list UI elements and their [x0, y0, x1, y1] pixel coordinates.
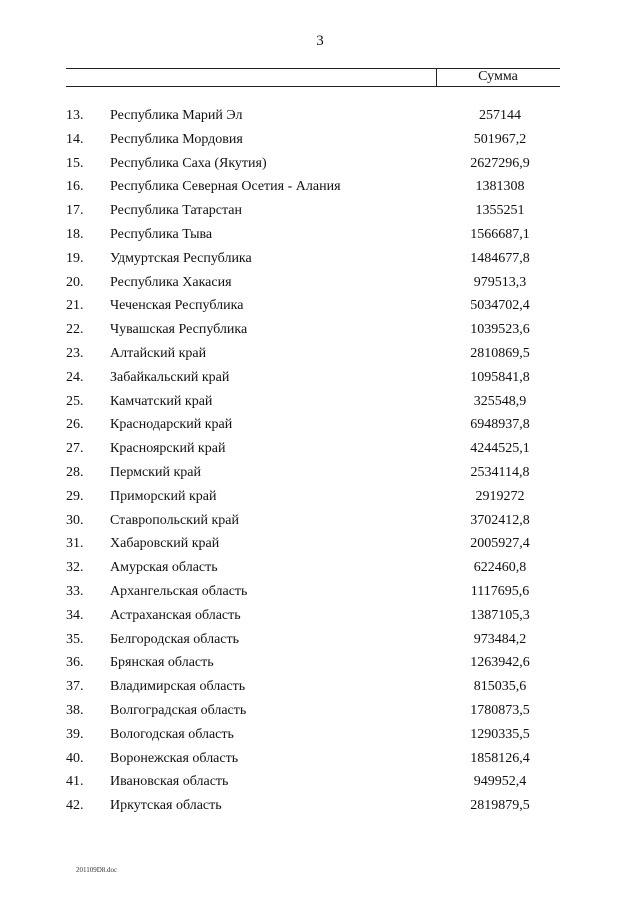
table-row	[0, 175, 640, 199]
row-number: 22.	[66, 322, 84, 338]
row-number: 16.	[66, 179, 84, 195]
row-number: 41.	[66, 774, 84, 790]
region-sum: 1117695,6	[470, 583, 530, 599]
table-row	[0, 199, 640, 223]
row-number: 23.	[66, 345, 84, 361]
table-row	[0, 532, 640, 556]
table-row	[0, 747, 640, 771]
table-row	[0, 556, 640, 580]
region-name: Краснодарский край	[110, 417, 233, 433]
table-row	[0, 390, 640, 414]
region-name: Пермский край	[110, 464, 201, 480]
row-number: 40.	[66, 750, 84, 766]
row-number: 18.	[66, 226, 84, 242]
row-number: 28.	[66, 464, 84, 480]
row-number: 33.	[66, 583, 84, 599]
table-row	[0, 318, 640, 342]
row-number: 21.	[66, 298, 84, 314]
region-name: Республика Хакасия	[110, 274, 232, 290]
region-name: Приморский край	[110, 488, 217, 504]
region-sum: 1484677,8	[470, 250, 530, 266]
row-number: 34.	[66, 607, 84, 623]
table-row	[0, 413, 640, 437]
region-name: Камчатский край	[110, 393, 213, 409]
table-row	[0, 485, 640, 509]
row-number: 13.	[66, 108, 84, 123]
header-rule-left	[66, 68, 436, 69]
region-name: Республика Татарстан	[110, 203, 243, 219]
table-row	[0, 675, 640, 699]
table-row	[0, 128, 640, 152]
region-sum: 257144	[479, 108, 521, 123]
table-row	[0, 723, 640, 747]
table-header	[66, 66, 560, 90]
table-row	[0, 247, 640, 271]
region-sum: 501967,2	[473, 131, 527, 147]
region-sum: 1780873,5	[470, 702, 530, 718]
table-row	[0, 580, 640, 604]
region-sum: 1566687,1	[470, 226, 530, 242]
region-name: Республика Саха (Якутия)	[110, 155, 267, 171]
region-sum: 622460,8	[473, 560, 527, 576]
table-row	[0, 509, 640, 533]
region-name: Забайкальский край	[110, 369, 230, 385]
row-number: 27.	[66, 441, 84, 457]
table-row	[0, 294, 640, 318]
region-name: Волгоградская область	[110, 702, 247, 718]
region-name: Брянская область	[110, 655, 214, 671]
region-sum: 1858126,4	[470, 750, 530, 766]
table-row	[0, 770, 640, 794]
region-sum: 1355251	[475, 203, 525, 219]
region-name: Астраханская область	[110, 607, 241, 623]
region-name: Хабаровский край	[110, 536, 220, 552]
region-sum: 3702412,8	[470, 512, 530, 528]
region-sum: 2919272	[475, 488, 525, 504]
table-row	[0, 437, 640, 461]
region-name: Иркутская область	[110, 798, 222, 814]
region-sum: 1381308	[475, 179, 525, 195]
region-name: Республика Тыва	[110, 226, 213, 242]
table-row	[0, 366, 640, 390]
region-name: Ивановская область	[110, 774, 229, 790]
row-number: 42.	[66, 798, 84, 814]
table-row	[0, 604, 640, 628]
region-name: Удмуртская Республика	[110, 250, 252, 266]
table-row	[0, 794, 640, 818]
region-sum: 1263942,6	[470, 655, 530, 671]
row-number: 39.	[66, 726, 84, 742]
region-name: Владимирская область	[110, 679, 246, 695]
region-sum: 1290335,5	[470, 726, 530, 742]
region-sum: 815035,6	[473, 679, 527, 695]
region-sum: 949952,4	[473, 774, 527, 790]
region-sum: 2810869,5	[470, 345, 530, 361]
region-name: Вологодская область	[110, 726, 234, 742]
region-name: Республика Северная Осетия - Алания	[110, 179, 341, 195]
row-number: 25.	[66, 393, 84, 409]
table-row	[0, 152, 640, 176]
row-number: 31.	[66, 536, 84, 552]
row-number: 29.	[66, 488, 84, 504]
region-table	[0, 104, 640, 818]
region-sum: 1387105,3	[470, 607, 530, 623]
region-name: Воронежская область	[110, 750, 239, 766]
row-number: 14.	[66, 131, 84, 147]
region-name: Чувашская Республика	[110, 322, 248, 338]
row-number: 20.	[66, 274, 84, 290]
region-name: Республика Мордовия	[110, 131, 243, 147]
region-name: Ставропольский край	[110, 512, 239, 528]
region-name: Белгородская область	[110, 631, 240, 647]
table-row	[0, 223, 640, 247]
page-number: 3	[316, 33, 324, 49]
region-sum: 5034702,4	[470, 298, 530, 314]
region-name: Архангельская область	[110, 583, 248, 599]
region-sum: 1095841,8	[470, 369, 530, 385]
row-number: 15.	[66, 155, 84, 171]
region-sum: 325548,9	[473, 393, 527, 409]
row-number: 19.	[66, 250, 84, 266]
region-name: Республика Марий Эл	[110, 108, 243, 123]
table-row	[0, 271, 640, 295]
row-number: 36.	[66, 655, 84, 671]
region-sum: 2627296,9	[470, 155, 530, 171]
table-row	[0, 461, 640, 485]
region-sum: 6948937,8	[470, 417, 530, 433]
region-sum: 973484,2	[473, 631, 527, 647]
row-number: 26.	[66, 417, 84, 433]
table-row	[0, 699, 640, 723]
region-sum: 4244525,1	[470, 441, 530, 457]
footer-doc-code: 201109D8.doc	[76, 866, 118, 874]
row-number: 17.	[66, 203, 84, 219]
header-rule-bottom	[66, 86, 560, 87]
row-number: 32.	[66, 560, 84, 576]
region-name: Амурская область	[110, 560, 218, 576]
sum-column-header: Сумма	[478, 69, 518, 84]
table-row	[0, 342, 640, 366]
table-row	[0, 628, 640, 652]
region-sum: 2819879,5	[470, 798, 530, 814]
region-sum: 1039523,6	[470, 322, 530, 338]
region-name: Алтайский край	[110, 345, 207, 361]
row-number: 38.	[66, 702, 84, 718]
row-number: 30.	[66, 512, 84, 528]
region-sum: 2534114,8	[470, 464, 530, 480]
row-number: 24.	[66, 369, 84, 385]
table-row	[0, 104, 640, 128]
region-sum: 2005927,4	[470, 536, 530, 552]
region-name: Чеченская Республика	[110, 298, 244, 314]
region-sum: 979513,3	[473, 274, 527, 290]
region-name: Красноярский край	[110, 441, 226, 457]
row-number: 37.	[66, 679, 84, 695]
row-number: 35.	[66, 631, 84, 647]
table-row	[0, 651, 640, 675]
